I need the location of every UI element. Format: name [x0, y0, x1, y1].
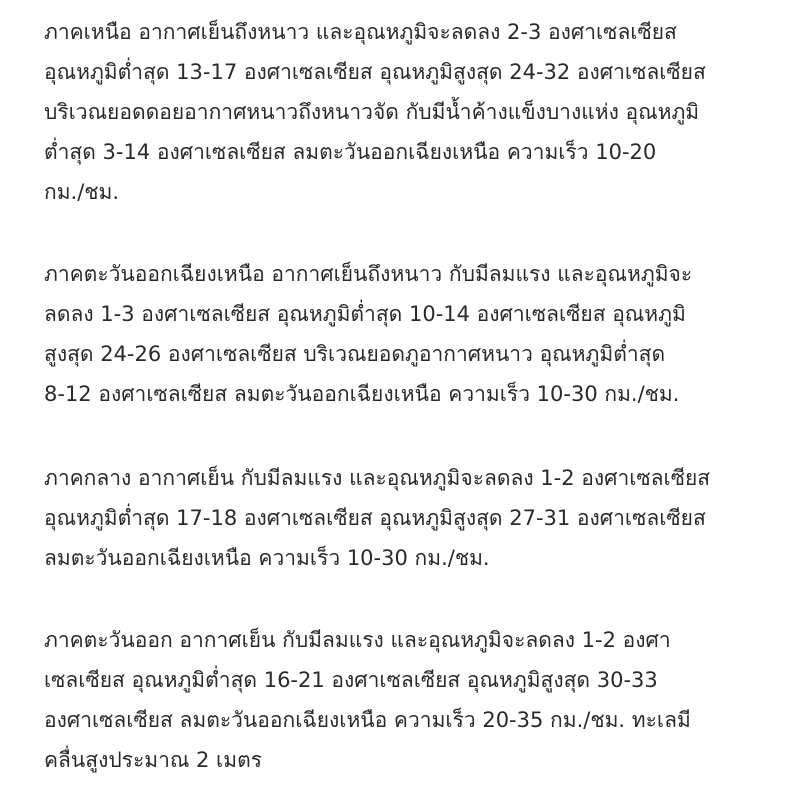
east-region-paragraph: [44, 620, 784, 780]
text-line: สูงสุด 24-26 องศาเซลเซียส บริเวณยอดภูอากาศหนาว อุณหภูมิต่ำสุด: [44, 342, 666, 366]
text-line: 8-12 องศาเซลเซียส ลมตะวันออกเฉียงเหนือ ความเร็ว 10-30 กม./ชม.: [44, 382, 680, 406]
text-line: เซลเซียส อุณหภูมิต่ำสุด 16-21 องศาเซลเซียส อุณหภูมิสูงสุด 30-33: [44, 668, 658, 692]
text-line: อุณหภูมิต่ำสุด 17-18 องศาเซลเซียส อุณหภูมิสูงสุด 27-31 องศาเซลเซียส: [44, 506, 706, 530]
north-region-paragraph: [44, 12, 784, 212]
central-region-paragraph: [44, 458, 784, 578]
text-line: ลมตะวันออกเฉียงเหนือ ความเร็ว 10-30 กม./ชม.: [44, 546, 490, 570]
text-line: ภาคตะวันออก อากาศเย็น กับมีลมแรง และอุณหภูมิจะลดลง 1-2 องศา: [44, 628, 671, 652]
text-line: ภาคเหนือ อากาศเย็นถึงหนาว และอุณหภูมิจะลดลง 2-3 องศาเซลเซียส: [44, 20, 677, 44]
text-line: ภาคตะวันออกเฉียงเหนือ อากาศเย็นถึงหนาว กับมีลมแรง และอุณหภูมิจะ: [44, 262, 693, 286]
forecast-article: [44, 12, 784, 780]
text-line: คลื่นสูงประมาณ 2 เมตร: [44, 748, 262, 772]
text-line: ภาคกลาง อากาศเย็น กับมีลมแรง และอุณหภูมิจะลดลง 1-2 องศาเซลเซียส: [44, 466, 711, 490]
text-line: บริเวณยอดดอยอากาศหนาวถึงหนาวจัด กับมีน้ำค้างแข็งบางแห่ง อุณหภูมิ: [44, 100, 700, 124]
text-line: องศาเซลเซียส ลมตะวันออกเฉียงเหนือ ความเร็ว 20-35 กม./ชม. ทะเลมี: [44, 708, 691, 732]
text-line: กม./ชม.: [44, 180, 120, 204]
northeast-region-paragraph: [44, 254, 784, 414]
text-line: ต่ำสุด 3-14 องศาเซลเซียส ลมตะวันออกเฉียงเหนือ ความเร็ว 10-20: [44, 140, 657, 164]
text-line: อุณหภูมิต่ำสุด 13-17 องศาเซลเซียส อุณหภูมิสูงสุด 24-32 องศาเซลเซียส: [44, 60, 706, 84]
text-line: ลดลง 1-3 องศาเซลเซียส อุณหภูมิต่ำสุด 10-14 องศาเซลเซียส อุณหภูมิ: [44, 302, 686, 326]
